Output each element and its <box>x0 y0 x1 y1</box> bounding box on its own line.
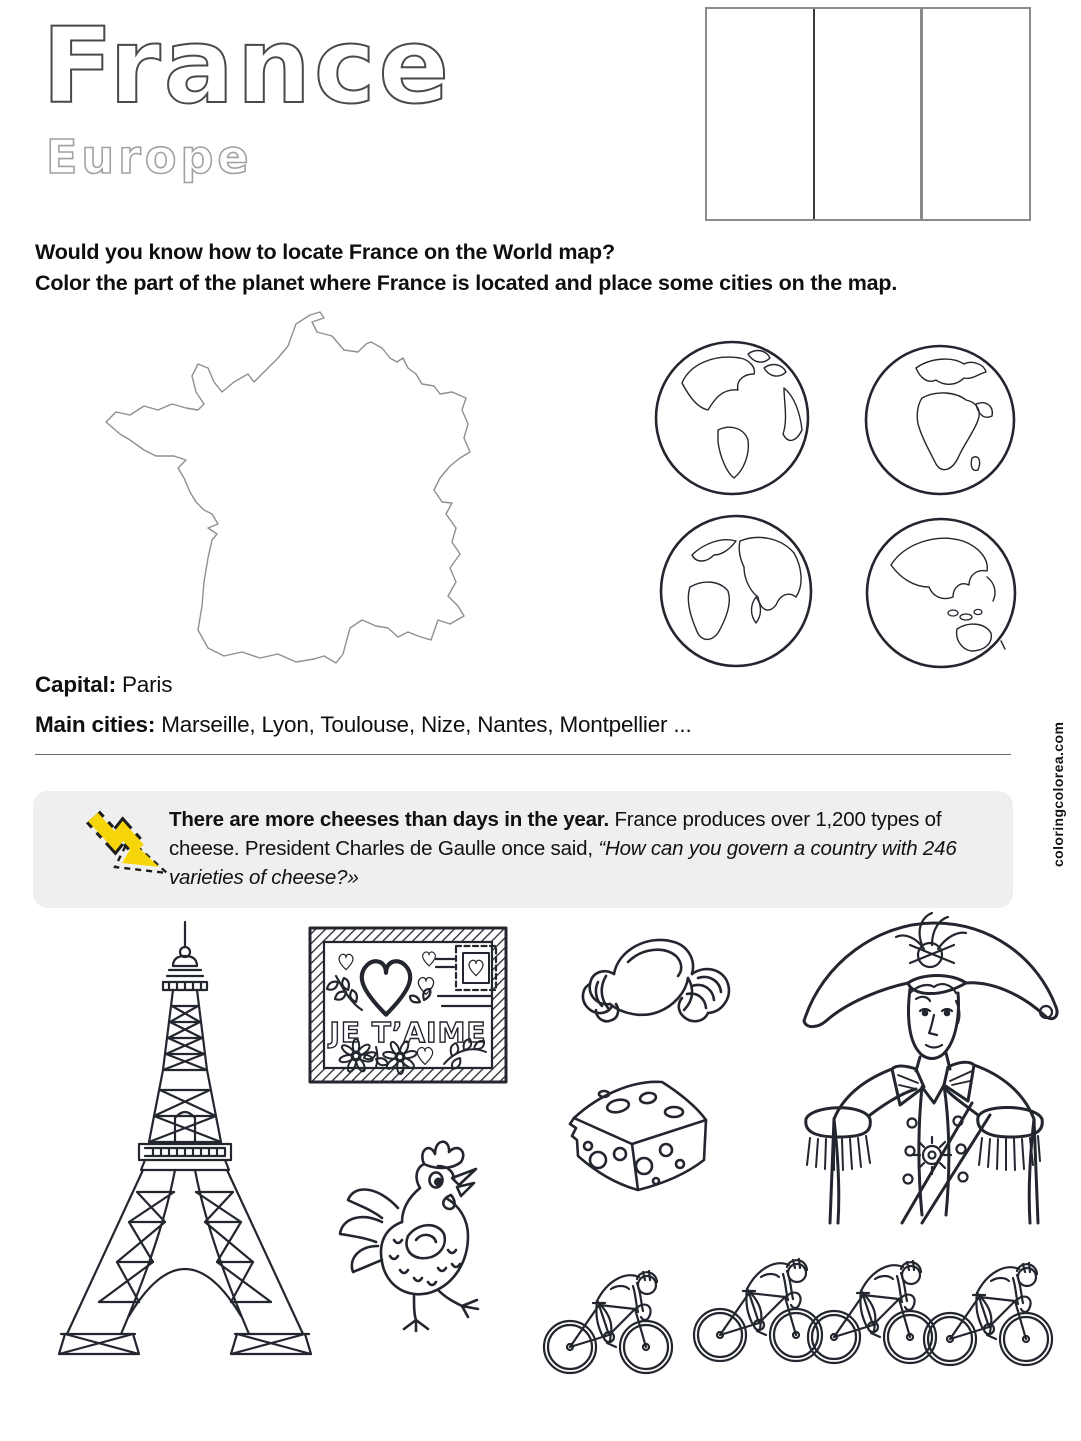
capital-value: Paris <box>121 672 173 697</box>
capital-label: Capital: <box>35 672 116 697</box>
globe-africa-asia <box>661 516 811 666</box>
rooster <box>320 1128 510 1336</box>
intro-text <box>35 237 1015 299</box>
yellow-zigzag-arrow-icon <box>79 807 179 875</box>
eiffel-tower <box>55 920 315 1402</box>
croissant <box>570 918 750 1038</box>
french-flag-outline <box>705 7 1031 221</box>
watermark: coloringcolorea.com <box>1050 721 1066 867</box>
main-cities-label: Main cities: <box>35 712 156 737</box>
globe-americas <box>656 342 808 494</box>
flag-stripe-right <box>923 9 1029 219</box>
postcard-text: JE T’AIME <box>329 1016 487 1049</box>
fact-box <box>33 791 1013 908</box>
main-cities-value: Marseille, Lyon, Toulouse, Nize, Nantes, Montpellier ... <box>161 712 692 737</box>
page-title: France <box>42 5 453 127</box>
fact-highlight: There are more cheeses than days in the year. <box>169 808 609 831</box>
france-map-outline <box>100 306 500 674</box>
section-divider <box>35 754 1011 755</box>
fact-quote: “How can you govern a country with 246 varieties of cheese?» <box>169 837 957 889</box>
globe-asia-australia <box>867 519 1015 667</box>
cyclists-peloton <box>535 1245 1080 1417</box>
page-subtitle: Europe <box>46 130 253 184</box>
cheese-wedge <box>560 1058 725 1198</box>
napoleon-portrait <box>782 893 1081 1223</box>
je-taime-postcard <box>308 926 508 1084</box>
intro-line-1: Would you know how to locate France on the World map? <box>35 240 615 264</box>
fact-body: France produces over 1,200 types of cheese. President Charles de Gaulle once said, <box>169 808 942 860</box>
main-cities-line <box>35 712 692 738</box>
capital-line <box>35 672 172 698</box>
flag-stripe-left <box>707 9 813 219</box>
flag-stripe-middle <box>813 9 924 219</box>
intro-line-2: Color the part of the planet where France is located and place some cities on the map. <box>35 271 898 295</box>
globe-europe-africa <box>866 346 1014 494</box>
globes-grid <box>648 337 1038 677</box>
